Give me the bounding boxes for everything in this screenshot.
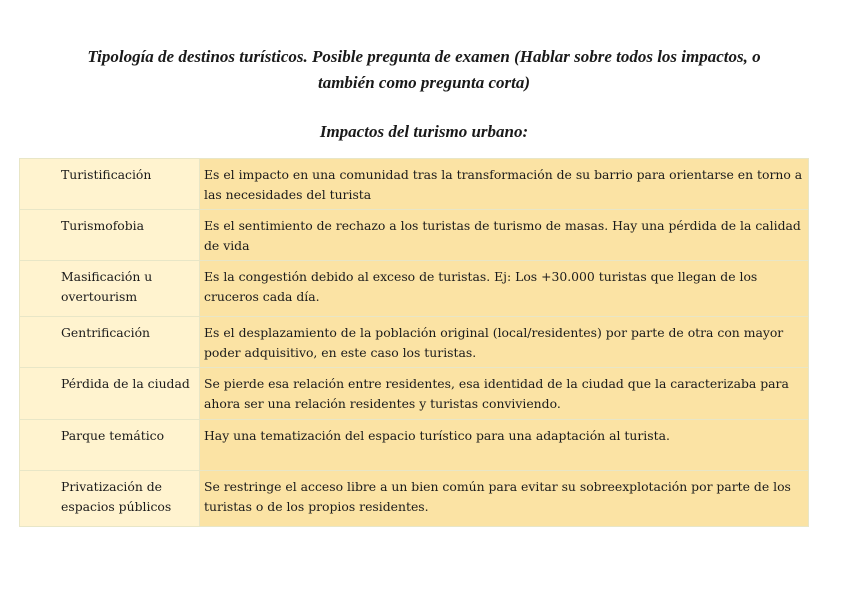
impact-term: Turistificación — [20, 159, 200, 210]
table-row — [20, 159, 809, 210]
table-row — [20, 317, 809, 368]
table-row — [20, 210, 809, 261]
table-row — [20, 471, 809, 527]
impact-description: Es la congestión debido al exceso de turistas. Ej: Los +30.000 turistas que llegan de los cruceros cada día. — [200, 261, 809, 317]
table-row — [20, 420, 809, 471]
impact-description: Es el sentimiento de rechazo a los turistas de turismo de masas. Hay una pérdida de la calidad de vida — [200, 210, 809, 261]
impact-description: Es el desplazamiento de la población original (local/residentes) por parte de otra con mayor poder adquisitivo, en este caso los turistas. — [200, 317, 809, 368]
impact-term: Parque temático — [20, 420, 200, 471]
impact-description: Es el impacto en una comunidad tras la transformación de su barrio para orientarse en torno a las necesidades del turista — [200, 159, 809, 210]
impact-term: Pérdida de la ciudad — [20, 368, 200, 420]
impact-term: Privatización de espacios públicos — [20, 471, 200, 527]
impact-description: Se pierde esa relación entre residentes, esa identidad de la ciudad que la caracterizaba para ahora ser una relación residentes y turistas conviviendo. — [200, 368, 809, 420]
impact-description: Se restringe el acceso libre a un bien común para evitar su sobreexplotación por parte de los turistas o de los propios residentes. — [200, 471, 809, 527]
impact-term: Gentrificación — [20, 317, 200, 368]
impact-term: Turismofobia — [20, 210, 200, 261]
document-title: Tipología de destinos turísticos. Posible pregunta de examen (Hablar sobre todos los impactos, o también como pregunta corta) — [87, 47, 761, 92]
impacts-table — [19, 158, 809, 527]
table-row — [20, 261, 809, 317]
section-subtitle: Impactos del turismo urbano: — [319, 122, 529, 141]
table-row — [20, 368, 809, 420]
impact-description: Hay una tematización del espacio turístico para una adaptación al turista. — [200, 420, 809, 471]
impact-term: Masificación u overtourism — [20, 261, 200, 317]
